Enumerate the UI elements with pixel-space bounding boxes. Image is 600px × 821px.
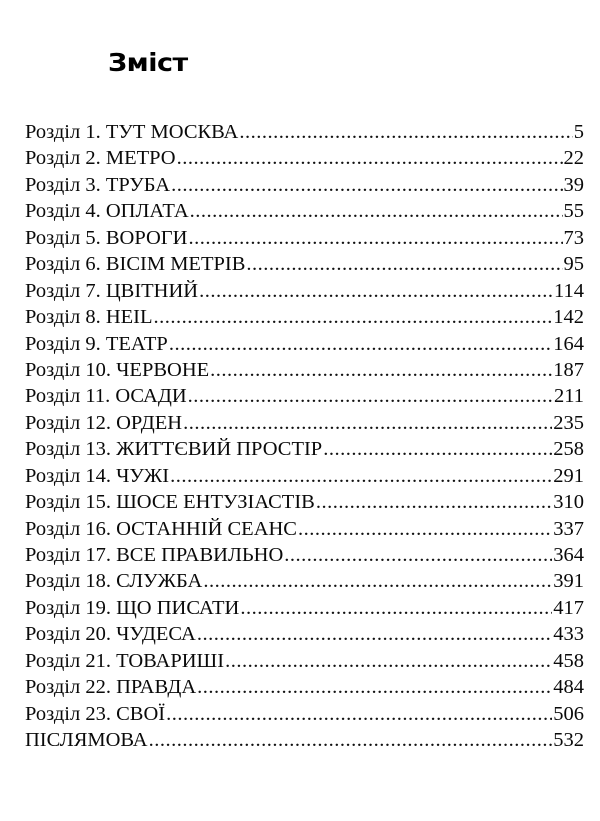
toc-entry-title: Розділ 15. ШОСЕ ЕНТУЗІАСТІВ [25,491,315,514]
toc-entry-title: Розділ 5. ВОРОГИ [25,226,188,249]
toc-entry [25,542,584,568]
toc-entry-title: Розділ 19. ЩО ПИСАТИ [25,596,240,619]
dot-leader [298,516,552,542]
dot-leader [197,621,552,647]
toc-entry [25,674,584,700]
toc-entry [25,278,584,304]
toc-entry [25,304,584,330]
toc-entry-page-number: 95 [563,253,584,276]
dot-leader [316,489,552,515]
toc-entry-title: Розділ 16. ОСТАННІЙ СЕАНС [25,517,297,540]
toc-entry-title: Розділ 4. ОПЛАТА [25,200,189,223]
toc-entry [25,251,584,277]
toc-entry-title: Розділ 14. ЧУЖІ [25,464,170,487]
toc-entry-title: Розділ 3. ТРУБА [25,173,171,196]
toc-entry [25,119,584,145]
toc-entry [25,331,584,357]
dot-leader [166,701,552,727]
toc-entry [25,357,584,383]
dot-leader [188,383,553,409]
toc-entry-page-number: 391 [553,570,584,593]
dot-leader [197,674,552,700]
dot-leader [171,172,562,198]
toc-entry-title: Розділ 9. ТЕАТР [25,332,168,355]
toc-entry-page-number: 114 [554,279,584,302]
toc-entry [25,225,584,251]
toc-entry-page-number: 5 [573,121,584,143]
dot-leader [323,436,552,462]
toc-entry-title: Розділ 7. ЦВІТНИЙ [25,279,199,302]
toc-entry [25,648,584,674]
toc-entry-page-number: 484 [553,676,584,699]
toc-entry-page-number: 73 [563,226,584,249]
dot-leader [246,251,562,277]
toc-entry-page-number: 532 [553,729,584,752]
dot-leader [203,568,552,594]
toc-entry [25,701,584,727]
dot-leader [199,278,553,304]
toc-entry-page-number: 187 [553,358,584,381]
dot-leader [183,410,552,436]
dot-leader [188,225,562,251]
dot-leader [190,198,563,224]
toc-entry-title: Розділ 21. ТОВАРИШІ [25,649,225,672]
toc-entry [25,383,584,409]
toc-entry-title: Розділ 20. ЧУДЕСА [25,623,196,646]
toc-entry-page-number: 506 [553,702,584,725]
toc-entry-page-number: 458 [553,649,584,672]
toc-entry-page-number: 55 [563,200,584,223]
toc-entry-title: Розділ 2. МЕТРО [25,147,176,170]
dot-leader [225,648,552,674]
page-title: Зміст [108,48,188,78]
toc-entry-page-number: 364 [553,544,584,566]
dot-leader [170,463,552,489]
toc-entry-title: Розділ 6. ВІСІМ МЕТРІВ [25,253,246,276]
toc-entry [25,410,584,436]
toc-entry [25,727,584,753]
dot-leader [177,145,563,171]
toc-entry [25,463,584,489]
dot-leader [210,357,552,383]
toc-entry-title: Розділ 22. ПРАВДА [25,676,197,699]
toc-entry-page-number: 164 [553,332,584,355]
toc-entry-title: Розділ 23. СВОЇ [25,702,166,725]
toc-entry-page-number: 417 [553,596,584,619]
toc-entry [25,172,584,198]
toc-entry [25,198,584,224]
toc-entry [25,436,584,462]
toc-entry-page-number: 142 [553,306,584,329]
toc-entry [25,621,584,647]
dot-leader [240,595,552,621]
dot-leader [154,304,553,330]
dot-leader [239,119,572,145]
toc-entry [25,489,584,515]
toc-entry-page-number: 39 [563,173,584,196]
dot-leader [149,727,553,753]
toc-entry-title: Розділ 11. ОСАДИ [25,385,187,408]
toc-entry-page-number: 310 [553,491,584,514]
toc-entry-page-number: 235 [553,411,584,434]
toc-entry-page-number: 291 [553,464,584,487]
toc-entry-title: Розділ 1. ТУТ МОСКВА [25,121,239,143]
toc-entry-title: Розділ 10. ЧЕРВОНЕ [25,358,210,381]
toc-entry-title: Розділ 17. ВСЕ ПРАВИЛЬНО [25,544,284,566]
toc-entry-page-number: 22 [563,147,584,170]
toc-entry-page-number: 258 [553,438,584,461]
dot-leader [169,331,552,357]
toc-entry [25,595,584,621]
toc-entry-title: Розділ 8. HEIL [25,306,153,329]
toc-entry-title: Розділ 13. ЖИТТЄВИЙ ПРОСТІР [25,438,323,461]
toc-entry [25,516,584,542]
toc-entry-page-number: 433 [553,623,584,646]
toc-entry-title: Розділ 12. ОРДЕН [25,411,183,434]
toc-entry [25,145,584,171]
toc-entry [25,568,584,594]
toc-entry-title: ПІСЛЯМОВА [25,729,148,752]
toc-entry-page-number: 337 [553,517,584,540]
table-of-contents [25,119,584,754]
dot-leader [284,542,552,568]
toc-entry-page-number: 211 [554,385,584,408]
toc-entry-title: Розділ 18. СЛУЖБА [25,570,203,593]
